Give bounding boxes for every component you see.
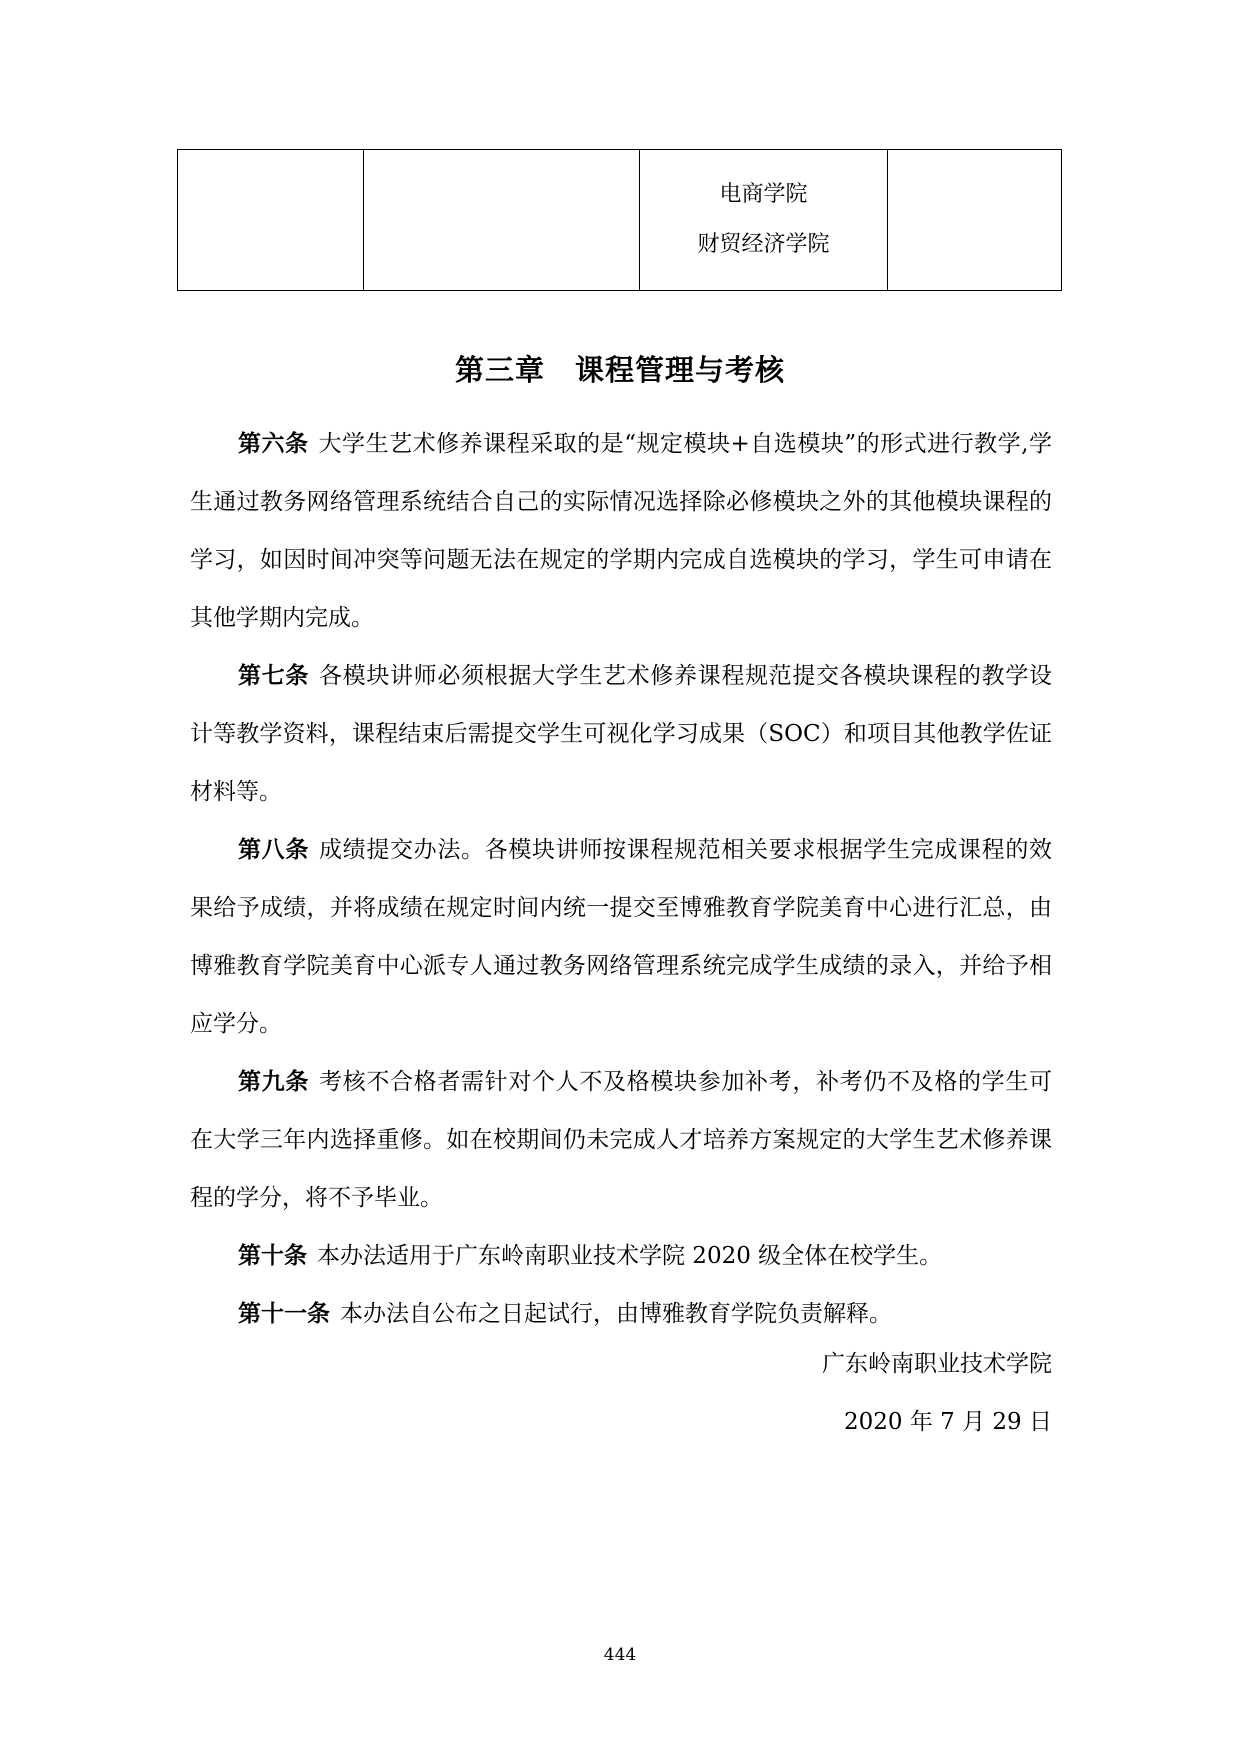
article-6 [190,415,1052,647]
article-number: 第六条 [238,431,309,457]
article-text: 本办法自公布之日起试行，由博雅教育学院负责解释。 [340,1301,892,1327]
article-number: 第八条 [238,837,309,863]
article-number: 第七条 [238,663,309,689]
signature-organization: 广东岭南职业技术学院 [822,1351,1052,1377]
signature-date: 2020 年 7 月 29 日 [844,1409,1052,1435]
table-cell-empty-4 [888,150,1062,291]
signature-block [822,1335,1052,1451]
page-number: 444 [603,1645,637,1665]
article-text: 大学生艺术修养课程采取的是“规定模块+自选模块”的形式进行教学,学生通过教务网络管理系统结合自己的实际情况选择除必修模块之外的其他模块课程的学习，如因时间冲突等问题无法在规定的学期内完成自选模块的学习，学生可申请在其他学期内完成。 [190,431,1053,631]
department-name: 财贸经济学院 [697,232,830,257]
article-10 [190,1227,1052,1285]
table-cell-empty-2 [364,150,640,291]
article-number: 第十条 [238,1243,307,1269]
table-row [178,150,1062,291]
department-table-fragment [177,149,1062,291]
article-9 [190,1053,1052,1227]
article-number: 第十一条 [238,1301,330,1327]
article-8 [190,821,1052,1053]
department-name: 电商学院 [719,182,808,207]
article-text: 本办法适用于广东岭南职业技术学院 2020 级全体在校学生。 [317,1243,943,1269]
articles-section [190,415,1052,1343]
article-text: 成绩提交办法。各模块讲师按课程规范相关要求根据学生完成课程的效果给予成绩，并将成绩在规定时间内统一提交至博雅教育学院美育中心进行汇总，由博雅教育学院美育中心派专人通过教务网络管理系统完成学生成绩的录入，并给予相应学分。 [190,837,1052,1037]
article-text: 各模块讲师必须根据大学生艺术修养课程规范提交各模块课程的教学设计等教学资料，课程结束后需提交学生可视化学习成果（SOC）和项目其他教学佐证材料等。 [190,663,1052,805]
article-number: 第九条 [238,1069,309,1095]
table-cell-departments [640,150,888,291]
article-text: 考核不合格者需针对个人不及格模块参加补考，补考仍不及格的学生可在大学三年内选择重修。如在校期间仍未完成人才培养方案规定的大学生艺术修养课程的学分，将不予毕业。 [190,1069,1052,1211]
table-cell-empty-1 [178,150,364,291]
chapter-title: 第三章 课程管理与考核 [454,353,785,387]
article-7 [190,647,1052,821]
